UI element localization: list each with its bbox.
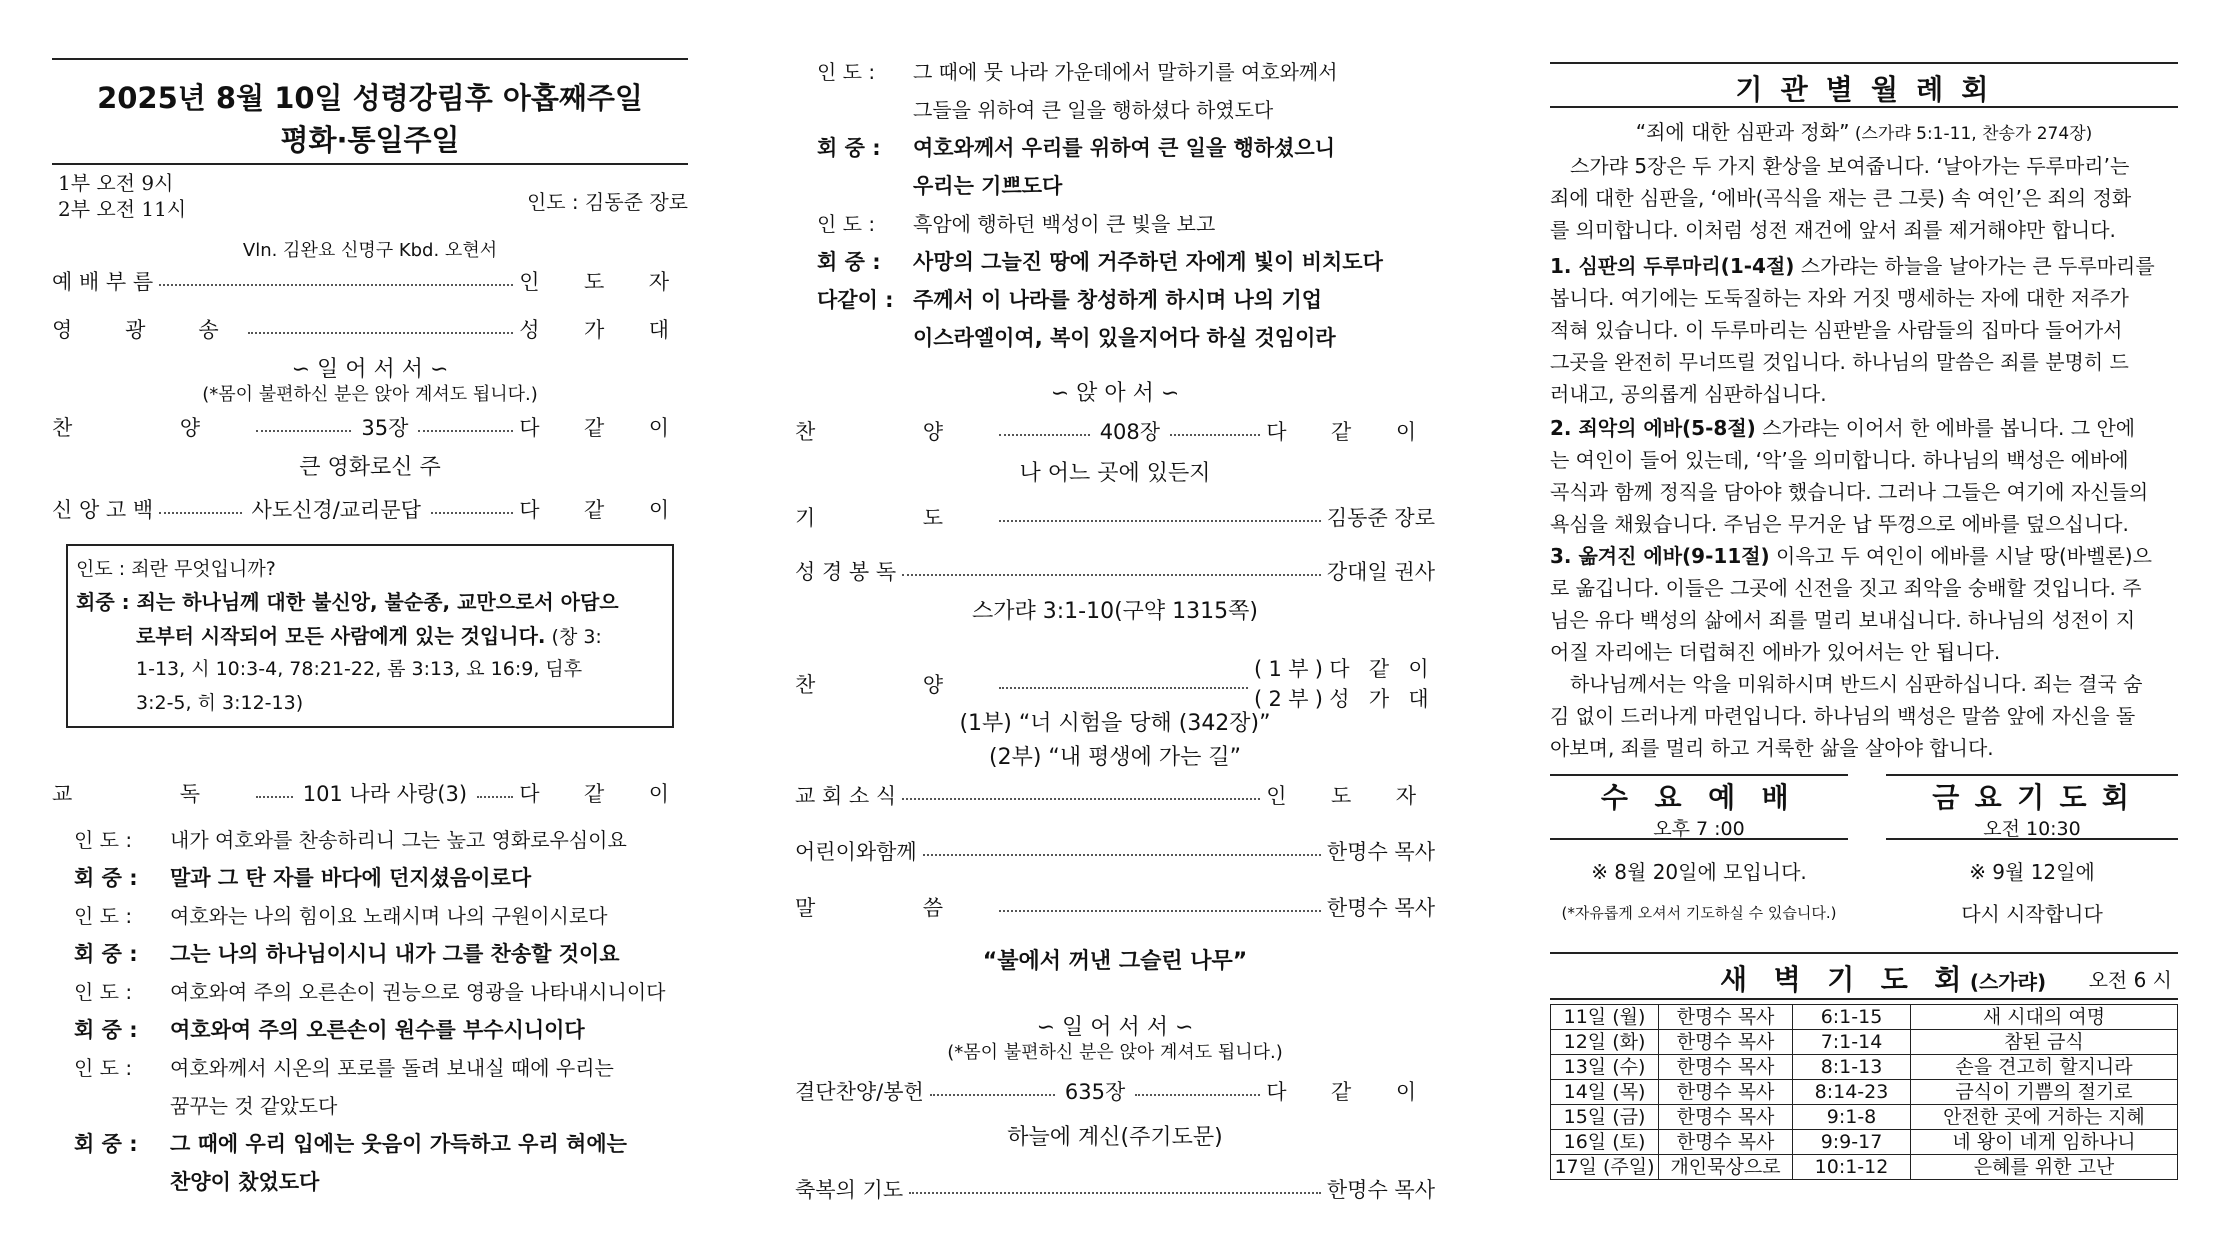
leader-dots: [159, 284, 513, 286]
service-time-1: 1부 오전 9시: [58, 171, 174, 195]
reading-text: 말과 그 탄 자를 바다에 던지셨음이로다: [170, 866, 532, 890]
reading-text: 여호와는 나의 힘이요 노래시며 나의 구원이시로다: [170, 904, 608, 928]
hymn3-leaders: [1254, 654, 1435, 714]
point-text: 스가랴는 하늘을 날아가는 큰 두루마리를: [1794, 254, 2155, 278]
catechism-box: [66, 544, 674, 728]
header-top-rule: [52, 58, 688, 60]
gloria-row: [52, 314, 688, 344]
catechism-ref2: 1-13, 시 10:3-4, 78:21-22, 롬 3:13, 요 16:9, 딤후: [136, 658, 583, 680]
reading-label: 교 독: [52, 782, 251, 806]
friday-note-2: 다시 시작합니다: [1961, 902, 2103, 926]
dawn-bottom-rule: [1550, 998, 2178, 1000]
table-row: [1551, 1055, 2178, 1080]
dawn-top-rule: [1550, 952, 2178, 954]
reading-line: [817, 208, 1435, 237]
gloria-label: 영 광 송: [52, 318, 242, 342]
date-cell: 15일 (금): [1551, 1105, 1659, 1130]
creed-row: [52, 494, 688, 524]
passage-cell: 6:1-15: [1793, 1005, 1911, 1030]
hymn2-number: 408장: [1099, 420, 1161, 444]
intro-line: 를 의미합니다. 이처럼 성전 재건에 앞서 죄를 제거해야만 합니다.: [1550, 218, 2116, 242]
leader-dots: [923, 854, 1321, 856]
intro-line: 스가랴 5장은 두 가지 환상을 보여줍니다. ‘날아가는 두루마리’는: [1570, 154, 2130, 178]
hymn2-label: 찬 양: [795, 420, 994, 444]
leader-dots: [902, 574, 1321, 576]
reading-number: 101 나라 사랑(3): [302, 782, 468, 806]
dawn-heading-text: 새 벽 기 도 회: [1720, 963, 1970, 996]
service-time-2: 2부 오전 11시: [58, 197, 187, 221]
sermon-label: 말 씀: [795, 896, 994, 920]
creed-item: 사도신경/교리문답: [251, 498, 421, 522]
creed-label: 신 앙 고 백: [52, 498, 154, 522]
stand-note: (*몸이 불편하신 분은 앉아 계셔도 됩니다.): [202, 384, 538, 405]
leader-dots: [159, 512, 241, 514]
hymn1-leader: 다 같 이: [519, 416, 688, 440]
catechism-answer-line1: [76, 586, 619, 615]
announcements-column: [1550, 0, 2178, 1234]
reading-speaker: 다같이 :: [817, 288, 894, 312]
hymn3-title-2: (2부) “내 평생에 가는 길”: [989, 745, 1241, 770]
reading-line: [817, 284, 1435, 314]
scripture-row: [795, 556, 1435, 586]
closing-line: 김 없이 드러나게 마련입니다. 하나님의 백성은 말씀 앞에 자신을 돌: [1550, 704, 2136, 728]
news-row: [795, 780, 1435, 810]
offering-label: 결단찬양/봉헌: [795, 1080, 924, 1104]
call-to-worship-row: [52, 266, 688, 296]
prayer-leader: 김동준 장로: [1326, 506, 1435, 530]
reading-text: 꿈꾸는 것 같았도다: [170, 1094, 338, 1118]
catechism-answer-text1: 죄는 하나님께 대한 불신앙, 불순종, 교만으로서 아담으: [136, 590, 619, 614]
leader-cell: 한명수 목사: [1659, 1005, 1793, 1030]
reading-speaker: 회 중 :: [74, 866, 138, 890]
reading-speaker: 인 도 :: [817, 212, 876, 236]
reading-line: [74, 824, 688, 853]
scripture-reference: 스가랴 3:1-10(구약 1315쪽): [972, 599, 1258, 624]
hymn3-leader-1: (1부)다 같 이: [1254, 657, 1435, 681]
reading-line: [74, 1052, 688, 1081]
table-row: [1551, 1080, 2178, 1105]
leader-dots: [256, 430, 351, 432]
date-cell: 12일 (화): [1551, 1030, 1659, 1055]
intro-line: 죄에 대한 심판을, ‘에바(곡식을 재는 큰 그릇) 속 여인’은 죄의 정화: [1550, 186, 2132, 210]
offering-hymn: 635장: [1064, 1080, 1126, 1104]
wednesday-note: ※ 8월 20일에 모입니다.: [1591, 860, 1807, 884]
benediction-leader: 한명수 목사: [1326, 1178, 1435, 1202]
news-leader: 인 도 자: [1266, 784, 1435, 808]
leader-dots: [999, 687, 1248, 689]
gloria-leader: 성 가 대: [519, 318, 688, 342]
reading-text: 사망의 그늘진 땅에 거주하던 자에게 빛이 비치도다: [913, 250, 1383, 274]
leader-cell: 한명수 목사: [1659, 1030, 1793, 1055]
hymn3-row: [795, 654, 1435, 714]
monthly-bottom-rule: [1550, 106, 2178, 108]
point-line: 봅니다. 여기에는 도둑질하는 자와 거짓 맹세하는 자에 대한 저주가: [1550, 286, 2129, 310]
hymn1-number: 35장: [361, 416, 409, 440]
wednesday-small-note: (*자유롭게 오셔서 기도하실 수 있습니다.): [1561, 904, 1837, 922]
point-line: 님은 유다 백성의 삶에서 죄를 멀리 보내십니다. 하나님의 성전이 지: [1550, 608, 2136, 632]
reading-speaker: 인 도 :: [74, 828, 133, 852]
reading-line: [74, 862, 688, 892]
benediction-row: [795, 1174, 1435, 1204]
children-label: 어린이와함께: [795, 840, 917, 864]
reading-line: [817, 94, 1435, 123]
reading-line: [74, 1014, 688, 1044]
point-heading: 1. 심판의 두루마리(1-4절): [1550, 254, 1795, 278]
passage-cell: 8:14-23: [1793, 1080, 1911, 1105]
title-cell: 손을 견고히 할지니라: [1911, 1055, 2178, 1080]
reading-text: 그는 나의 하나님이시니 내가 그를 찬송할 것이요: [170, 942, 620, 966]
creed-leader: 다 같 이: [519, 498, 689, 522]
scripture-reader: 강대일 권사: [1326, 560, 1435, 584]
title-cell: 금식이 기쁨의 절기로: [1911, 1080, 2178, 1105]
leader-dots: [909, 1192, 1321, 1194]
date-cell: 11일 (월): [1551, 1005, 1659, 1030]
hymn3-title-1: (1부) “너 시험을 당해 (342장)”: [959, 711, 1271, 736]
date-cell: 14일 (목): [1551, 1080, 1659, 1105]
dawn-schedule-table: [1550, 1004, 2178, 1180]
page-subtitle: 평화·통일주일: [280, 123, 460, 157]
reading-speaker: [74, 1166, 170, 1196]
monthly-sub-title: “죄에 대한 심판과 정화”: [1635, 120, 1850, 144]
passage-cell: 9:1-8: [1793, 1105, 1911, 1130]
leader-cell: 한명수 목사: [1659, 1080, 1793, 1105]
point-line: 어질 자리에는 더럽혀진 에바가 있어서는 안 됩니다.: [1550, 640, 2001, 664]
reading-text: 흑암에 행하던 백성이 큰 빛을 보고: [913, 212, 1216, 236]
reading-line: [817, 246, 1435, 276]
scripture-label: 성 경 봉 독: [795, 560, 897, 584]
date-cell: 13일 (수): [1551, 1055, 1659, 1080]
reading-line: [817, 132, 1435, 162]
catechism-ref3: 3:2-5, 히 3:12-13): [136, 692, 304, 714]
leader-dots: [431, 512, 513, 514]
point-heading: 2. 죄악의 에바(5-8절): [1550, 416, 1756, 440]
title-cell: 안전한 곳에 거하는 지혜: [1911, 1105, 2178, 1130]
lords-prayer: 하늘에 계신(주기도문): [1007, 1125, 1223, 1150]
monthly-heading: 기 관 별 월 례 회: [1735, 73, 1993, 106]
table-row: [1551, 1005, 2178, 1030]
point-line: 곡식과 함께 정직을 담아야 했습니다. 그러나 그들은 여기에 자신들의: [1550, 480, 2149, 504]
catechism-question: 죄란 무엇입니까?: [131, 558, 276, 580]
point-text: 이윽고 두 여인이 에바를 시날 땅(바벨론)으: [1769, 544, 2152, 568]
reading-speaker: 회 중 :: [74, 1018, 138, 1042]
wednesday-bottom-rule: [1550, 838, 1848, 840]
reading-speaker: 인 도 :: [74, 904, 133, 928]
offering-leader: 다 같 이: [1266, 1080, 1436, 1104]
monthly-top-rule: [1550, 62, 2178, 64]
leader-dots: [930, 1094, 1055, 1096]
table-row: [1551, 1155, 2178, 1180]
reading-text: 여호와께서 우리를 위하여 큰 일을 행하셨으니: [913, 136, 1335, 160]
benediction-label: 축복의 기도: [795, 1178, 904, 1202]
leader-dots: [477, 796, 513, 798]
reading-text: 주께서 이 나라를 창성하게 하시며 나의 기업: [913, 288, 1323, 312]
point-line: 욕심을 채웠습니다. 주님은 무거운 납 뚜껑으로 에바를 덮으십니다.: [1550, 512, 2129, 536]
reading-text: 그들을 위하여 큰 일을 행하셨다 하였도다: [913, 98, 1274, 122]
stand-note-2: (*몸이 불편하신 분은 앉아 계셔도 됩니다.): [947, 1042, 1283, 1063]
prayer-label: 기 도: [795, 506, 994, 530]
catechism-question-speaker: 인도 :: [76, 558, 126, 580]
leader-dots: [1135, 1094, 1260, 1096]
reading-line: [817, 170, 1435, 200]
hymn2-leader: 다 같 이: [1266, 420, 1436, 444]
reading-text: 여호와여 주의 오른손이 원수를 부수시니이다: [170, 1018, 585, 1042]
reading-speaker: 회 중 :: [74, 942, 138, 966]
table-row: [1551, 1130, 2178, 1155]
leader-cell: 한명수 목사: [1659, 1055, 1793, 1080]
sermon-preacher: 한명수 목사: [1326, 896, 1435, 920]
hymn3-leader-2: (2부)성 가 대: [1254, 687, 1435, 711]
reading-text: 여호와여 주의 오른손이 권능으로 영광을 나타내시니이다: [170, 980, 666, 1004]
reading-text: 그 때에 뭇 나라 가운데에서 말하기를 여호와께서: [913, 60, 1338, 84]
monthly-point-3: [1550, 540, 2178, 668]
table-row: [1551, 1030, 2178, 1055]
reading-text: 우리는 기쁘도다: [913, 174, 1063, 198]
sermon-row: [795, 892, 1435, 922]
passage-cell: 8:1-13: [1793, 1055, 1911, 1080]
reading-line: [74, 976, 688, 1005]
reading-text: 여호와께서 시온의 포로를 돌려 보내실 때에 우리는: [170, 1056, 614, 1080]
passage-cell: 7:1-14: [1793, 1030, 1911, 1055]
point-line: 로 옮깁니다. 이들은 그곳에 신전을 짓고 죄악을 숭배할 것입니다. 주: [1550, 576, 2142, 600]
catechism-ref1: (창 3:: [545, 626, 602, 648]
stand-instruction: ∽ 일 어 서 서 ∽: [291, 357, 449, 382]
monthly-point-2: [1550, 412, 2178, 540]
closing-line: 아보며, 죄를 멀리 하고 거룩한 삶을 살아야 합니다.: [1550, 736, 1994, 760]
catechism-answer-speaker: 회중 :: [76, 590, 130, 614]
dawn-heading-sub: (스가랴): [1969, 970, 2047, 994]
date-cell: 16일 (토): [1551, 1130, 1659, 1155]
catechism-answer-line2: [136, 620, 602, 649]
hymn2-row: [795, 416, 1435, 446]
point-heading: 3. 옮겨진 에바(9-11절): [1550, 544, 1770, 568]
title-cell: 네 왕이 네게 임하나니: [1911, 1130, 2178, 1155]
reading-text: 이스라엘이여, 복이 있을지어다 하실 것임이라: [913, 326, 1336, 350]
leader-dots: [1170, 434, 1260, 436]
leader-dots: [999, 520, 1320, 522]
dawn-heading: [1720, 958, 2046, 998]
hymn2-title: 나 어느 곳에 있든지: [1019, 461, 1211, 486]
friday-time: 오전 10:30: [1983, 818, 2081, 840]
catechism-question-line: [76, 554, 276, 581]
news-label: 교 회 소 식: [795, 784, 897, 808]
stand-instruction-2: ∽ 일 어 서 서 ∽: [1036, 1015, 1194, 1040]
leader-dots: [902, 798, 1260, 800]
passage-cell: 10:1-12: [1793, 1155, 1911, 1180]
monthly-sub-ref: (스가랴 5:1-11, 찬송가 274장): [1849, 124, 2093, 144]
reading-speaker: 인 도 :: [817, 60, 876, 84]
point-line: 러내고, 공의롭게 심판하십니다.: [1550, 382, 1827, 406]
passage-cell: 9:9-17: [1793, 1130, 1911, 1155]
musicians: Vln. 김완요 신명구 Kbd. 오현서: [242, 240, 498, 261]
monthly-closing: [1550, 668, 2178, 764]
date-cell: 17일 (주일): [1551, 1155, 1659, 1180]
reading-line: [74, 1166, 688, 1196]
order-of-worship-column-1: [52, 0, 688, 1234]
reading-text: 찬양이 찼었도다: [170, 1170, 320, 1194]
point-line: 그곳을 완전히 무너뜨릴 것입니다. 하나님의 말씀은 죄를 분명히 드: [1550, 350, 2129, 374]
table-row: [1551, 1105, 2178, 1130]
reading-speaker: 인 도 :: [74, 980, 133, 1004]
title-cell: 새 시대의 여명: [1911, 1005, 2178, 1030]
prayer-row: [795, 502, 1435, 532]
sermon-title: “불에서 꺼낸 그슬린 나무”: [982, 949, 1248, 974]
header-bottom-rule: [52, 163, 688, 165]
point-line: 적혀 있습니다. 이 두루마리는 심판받을 사람들의 집마다 들어가서: [1550, 318, 2123, 342]
catechism-answer-text2: 로부터 시작되어 모든 사람에게 있는 것입니다.: [136, 624, 546, 648]
point-line: 는 여인이 들어 있는데, ‘악’을 의미합니다. 하나님의 백성은 에바에: [1550, 448, 2129, 472]
reading-line: [74, 1128, 688, 1158]
order-of-worship-column-2: [795, 0, 1435, 1234]
leader-dots: [256, 796, 292, 798]
call-to-worship-leader: 인 도 자: [519, 270, 688, 294]
reading-text: 내가 여호와를 찬송하리니 그는 높고 영화로우심이요: [170, 828, 627, 852]
monthly-subtitle: [1550, 116, 2178, 145]
title-cell: 참된 금식: [1911, 1030, 2178, 1055]
hymn3-label: 찬 양: [795, 673, 994, 697]
leader-dots: [999, 434, 1089, 436]
leader-dots: [248, 332, 514, 334]
friday-heading: 금 요 기 도 회: [1932, 781, 2132, 814]
dawn-header: [1550, 958, 2178, 996]
reading-speaker: 인 도 :: [74, 1056, 133, 1080]
reading-speaker: [817, 94, 913, 123]
service-times: [58, 170, 186, 222]
hymn1-row: [52, 412, 688, 442]
children-leader: 한명수 목사: [1326, 840, 1435, 864]
reading-speaker: [74, 1090, 170, 1119]
offering-row: [795, 1076, 1435, 1106]
reading-line: [74, 1090, 688, 1119]
wednesday-heading: 수 요 예 배: [1600, 781, 1798, 814]
reading-speaker: [817, 170, 913, 200]
reading-line: [74, 938, 688, 968]
leader-dots: [999, 910, 1320, 912]
hymn1-title: 큰 영화로신 주: [299, 455, 441, 480]
monthly-intro: [1550, 150, 2178, 246]
point-text: 스가랴는 이어서 한 에바를 봅니다. 그 안에: [1755, 416, 2136, 440]
friday-note-1: ※ 9월 12일에: [1969, 860, 2095, 884]
hymn1-label: 찬 양: [52, 416, 251, 440]
reading-speaker: 회 중 :: [817, 250, 881, 274]
page-title: 2025년 8월 10일 성령강림후 아홉째주일: [97, 81, 643, 115]
leader-cell: 개인묵상으로: [1659, 1155, 1793, 1180]
reading-line: [817, 56, 1435, 85]
monthly-point-1: [1550, 250, 2178, 410]
reading-speaker: 회 중 :: [817, 136, 881, 160]
reading-line: [817, 322, 1435, 352]
closing-line: 하나님께서는 악을 미워하시며 반드시 심판하십니다. 죄는 결국 숨: [1570, 672, 2143, 696]
leader-cell: 한명수 목사: [1659, 1105, 1793, 1130]
reading-speaker: [817, 322, 913, 352]
dawn-time: 오전 6 시: [2088, 968, 2172, 992]
sit-instruction: ∽ 앉 아 서 ∽: [1050, 381, 1180, 406]
reading-speaker: 회 중 :: [74, 1132, 138, 1156]
title-cell: 은혜를 위한 고난: [1911, 1155, 2178, 1180]
wednesday-time: 오후 7 :00: [1653, 818, 1745, 840]
children-row: [795, 836, 1435, 866]
friday-bottom-rule: [1886, 838, 2178, 840]
reading-line: [74, 900, 688, 929]
reading-leader: 다 같 이: [519, 782, 688, 806]
responsive-reading-row: [52, 778, 688, 808]
leader-cell: 한명수 목사: [1659, 1130, 1793, 1155]
reading-text: 그 때에 우리 입에는 웃음이 가득하고 우리 혀에는: [170, 1132, 627, 1156]
leader-dots: [418, 430, 513, 432]
call-to-worship-label: 예 배 부 름: [52, 270, 154, 294]
worship-leader: 인도 : 김동준 장로: [526, 190, 688, 214]
